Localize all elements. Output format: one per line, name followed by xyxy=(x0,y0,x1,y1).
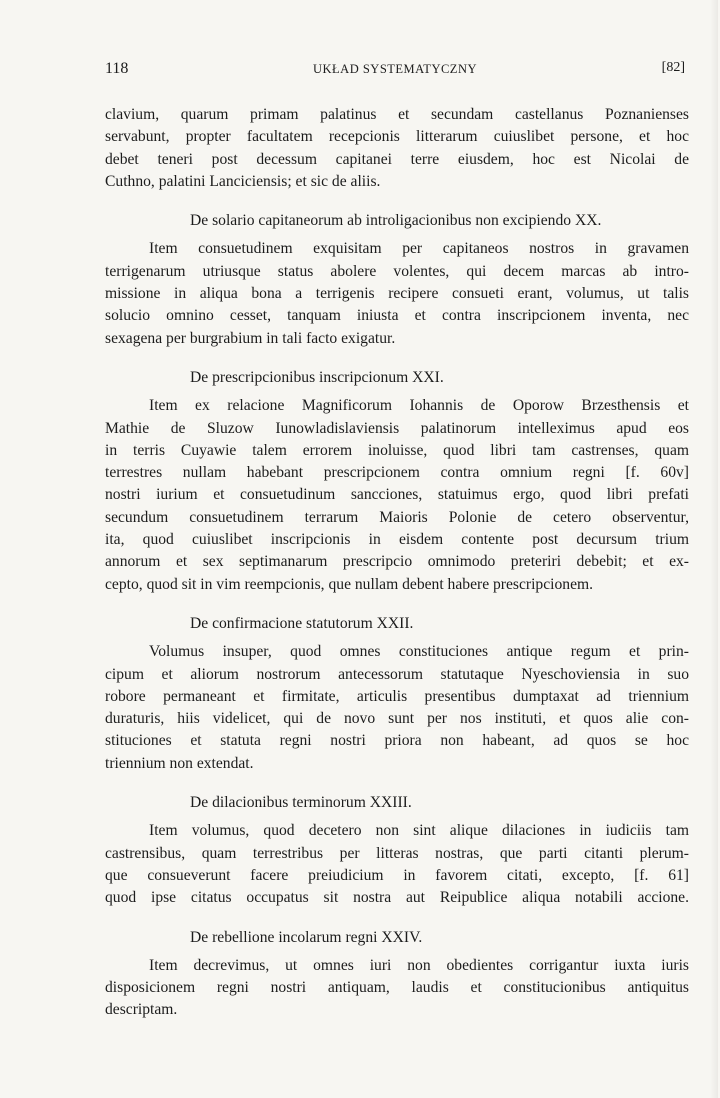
text-line: stituciones et statuta regni nostri priora non habeant, ad quos se hoc xyxy=(105,732,689,750)
page-header xyxy=(105,60,685,82)
text-line: nostri iurium et consuetudinum sancciones, statuimus ergo, quod libri prefati xyxy=(105,486,689,504)
section-heading: De rebellione incolarum regni XXIV. xyxy=(190,928,423,946)
text-line: sexagena per burgrabium in tali facto exigatur. xyxy=(105,329,396,347)
text-line: duraturis, hiis videlicet, qui de novo sunt per nos instituti, et quos alie con- xyxy=(105,710,689,728)
text-line: Item decrevimus, ut omnes iuri non obedientes corrigantur iuxta iuris xyxy=(149,956,689,974)
page-edge-shadow xyxy=(710,0,718,1098)
text-line: quod ipse citatus occupatus sit nostra aut Reipublice aliqua notabili accione. xyxy=(105,889,689,907)
text-line: debet teneri post decessum capitanei terre eiusdem, hoc est Nicolai de xyxy=(105,150,689,168)
text-line: Cuthno, palatini Lanciciensis; et sic de aliis. xyxy=(105,172,381,190)
text-line: ita, quod cuiuslibet inscripcionis in eisdem contente post decursum trium xyxy=(105,531,689,549)
text-line: descriptam. xyxy=(105,1001,178,1019)
text-line: robore permaneant et firmitate, articulis presentibus dumptaxat ad triennium xyxy=(105,687,689,705)
text-line: secundum consuetudinem terrarum Maioris Polonie de cetero observentur, xyxy=(105,508,689,526)
text-line: Item volumus, quod decetero non sint alique dilaciones in iudiciis tam xyxy=(149,822,689,840)
running-title: UKŁAD SYSTEMATYCZNY xyxy=(312,62,478,76)
folio-mark: [82] xyxy=(661,60,685,75)
page-number: 118 xyxy=(105,60,129,77)
text-line: Volumus insuper, quod omnes constituciones antique regum et prin- xyxy=(149,643,689,661)
text-line: cipum et aliorum nostrorum antecessorum statutaque Nyeschoviensia in suo xyxy=(105,665,689,683)
text-line: missione in aliqua bona a terrigenis recipere consueti erant, volumus, ut talis xyxy=(105,285,689,303)
section-heading: De confirmacione statutorum XXII. xyxy=(190,614,414,632)
text-line: Item ex relacione Magnificorum Iohannis de Oporow Brzesthensis et xyxy=(149,397,689,415)
text-line: Mathie de Sluzow Iunowladislaviensis palatinorum intelleximus apud eos xyxy=(105,419,689,437)
text-line: clavium, quarum primam palatinus et secundam castellanus Poznanienses xyxy=(105,106,689,123)
text-line: terrestres nullam habebant prescripcionem contra omnium regni [f. 60v] xyxy=(105,464,689,482)
text-line: castrensibus, quam terrestribus per litteras nostras, que parti citanti plerum- xyxy=(105,844,689,862)
text-line: triennium non extendat. xyxy=(105,754,254,772)
text-line: Item consuetudinem exquisitam per capitaneos nostros in gravamen xyxy=(149,240,689,258)
text-line: que consueverunt facere preiudicium in favorem citati, excepto, [f. 61] xyxy=(105,866,689,884)
text-line: servabunt, propter facultatem recepcionis litterarum cuiuslibet persone, et hoc xyxy=(105,128,689,146)
text-line: in terris Cuyawie talem errorem inoluisse, quod libri tam castrenses, quam xyxy=(105,441,689,459)
text-line: cepto, quod sit in vim reempcionis, que nullam debent habere prescripcionem. xyxy=(105,575,594,593)
section-heading: De dilacionibus terminorum XXIII. xyxy=(190,794,412,812)
text-line: disposicionem regni nostri antiquam, laudis et constitucionibus antiquitus xyxy=(105,979,689,997)
body-text xyxy=(105,104,689,1022)
text-line: solucio omnino cesset, tanquam iniusta et contra inscripcionem inventa, nec xyxy=(105,307,689,325)
text-line: terrigenarum utriusque status abolere volentes, qui decem marcas ab intro- xyxy=(105,262,689,280)
text-line: annorum et sex septimanarum prescripcio omnimodo preteriri debebit; et ex- xyxy=(105,553,689,571)
section-heading: De solario capitaneorum ab introligacionibus non excipiendo XX. xyxy=(190,212,602,230)
section-heading: De prescripcionibus inscripcionum XXI. xyxy=(190,368,444,386)
